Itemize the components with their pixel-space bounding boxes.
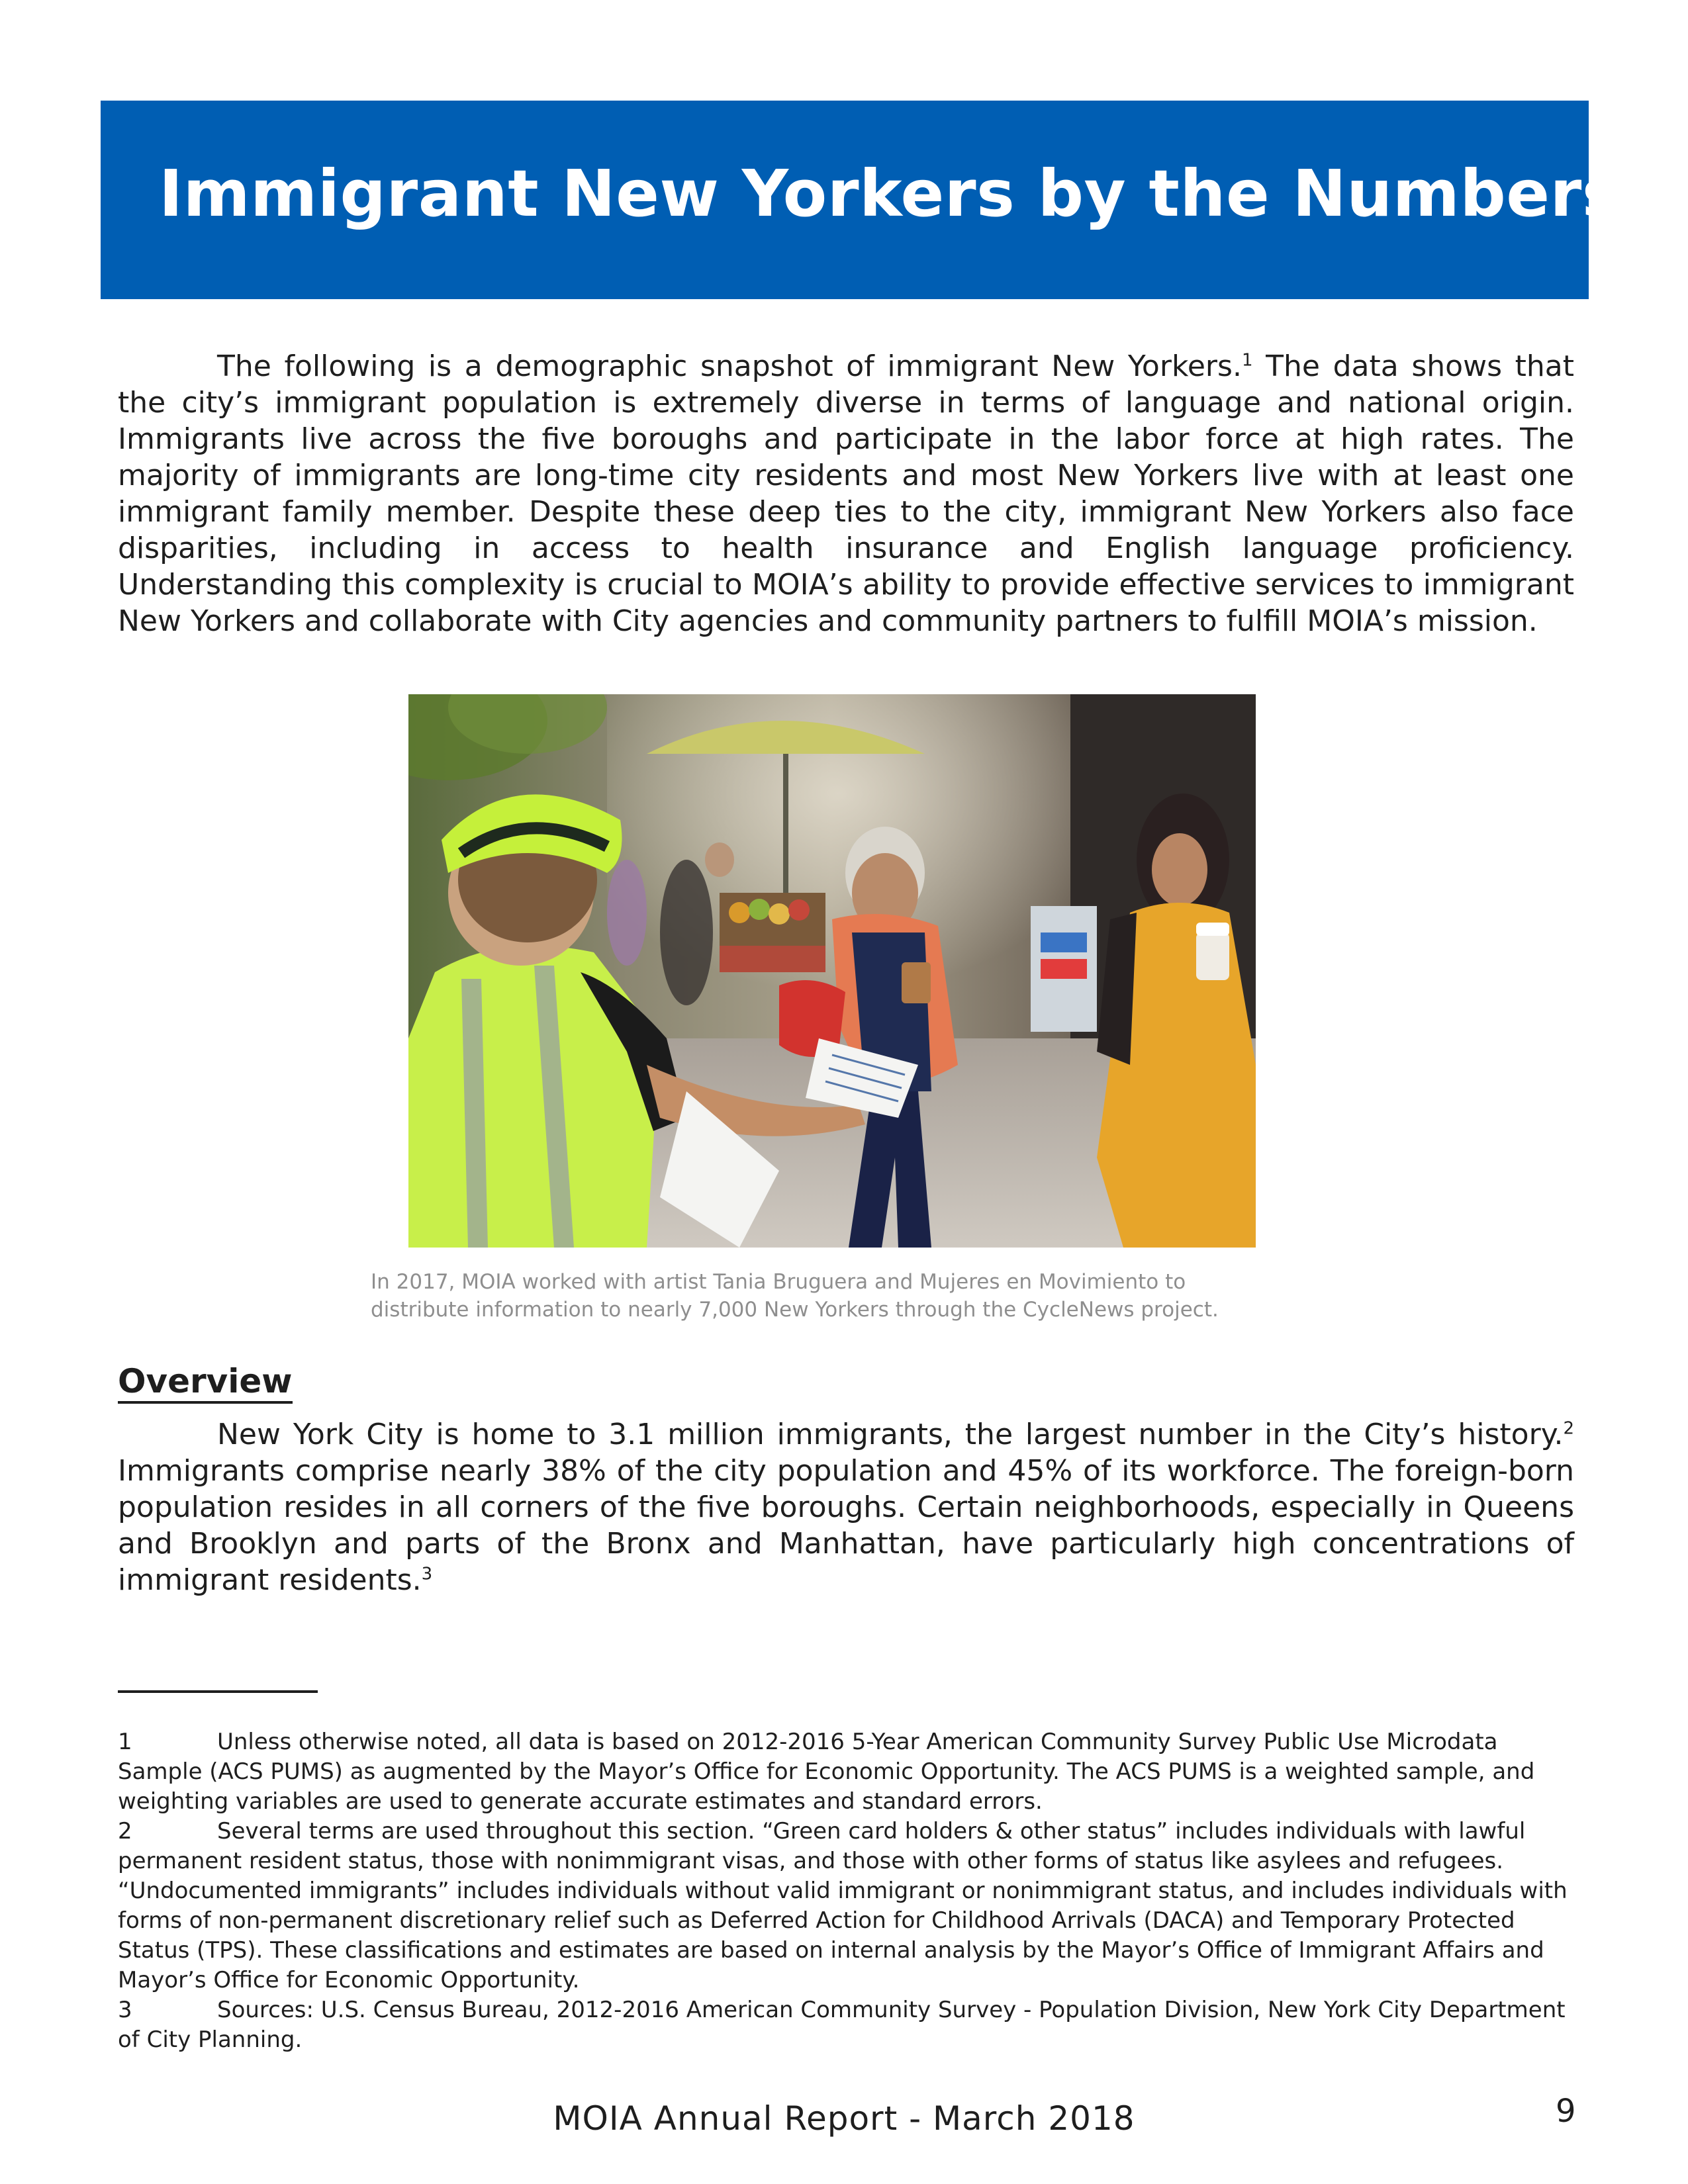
footnote-ref-1[interactable]: 1 — [1241, 350, 1253, 371]
intro-paragraph — [118, 348, 1574, 639]
footnote-text: Several terms are used throughout this section. “Green card holders & other status” includes individuals with lawful permanent resident status, those with nonimmigrant visas, and those with other forms of status like asylees and refugees. “Undocumented immigrants” includes individuals without valid immigrant or nonimmigrant status, and includes individuals with forms of non-permanent discretionary relief such as Deferred Action for Childhood Arrivals (DACA) and Temporary Protected Status (TPS). These classifications and estimates are based on internal analysis by the Mayor’s Office of Immigrant Affairs and Mayor’s Office for Economic Opportunity. — [118, 1818, 1568, 1993]
overview-heading: Overview — [118, 1363, 293, 1404]
header-banner — [101, 101, 1621, 299]
intro-text-start: The following is a demographic snapshot of immigrant New Yorkers. — [217, 349, 1242, 383]
footnote-1 — [118, 1727, 1574, 1817]
footnote-number: 2 — [118, 1818, 132, 1844]
footnote-text: Sources: U.S. Census Bureau, 2012-2016 American Community Survey - Population Division, New York City Department of City Planning. — [118, 1997, 1566, 2053]
photo-caption — [371, 1268, 1364, 1324]
overview-text-start: New York City is home to 3.1 million immigrants, the largest number in the City’s history. — [217, 1418, 1564, 1451]
cyclenews-photo — [408, 694, 1256, 1248]
overview-text-rest: Immigrants comprise nearly 38% of the city population and 45% of its workforce. The foreign-born population resides in all corners of the five boroughs. Certain neighborhoods, especially in Queens and Brooklyn and parts of the Bronx and Manhattan, have particularly high concentrations of immigrant residents. — [118, 1454, 1574, 1597]
footnote-number: 1 — [118, 1729, 132, 1755]
footnote-2 — [118, 1817, 1574, 1995]
footnote-ref-2[interactable]: 2 — [1563, 1418, 1574, 1439]
footnotes — [118, 1727, 1574, 2055]
page-title: Immigrant New Yorkers by the Numbers — [159, 156, 1621, 231]
caption-line-2: distribute information to nearly 7,000 New Yorkers through the CycleNews project. — [371, 1298, 1219, 1322]
footnote-number: 3 — [118, 1997, 132, 2023]
footnote-ref-3[interactable]: 3 — [421, 1564, 433, 1584]
footnote-divider — [118, 1690, 318, 1693]
intro-text-rest: The data shows that the city’s immigrant population is extremely diverse in terms of language and national origin. Immigrants live across the five boroughs and participate in the labor force at high rates. The majority of immigrants are long-time city residents and most New Yorkers live with at least one immigrant family member. Despite these deep ties to the city, immigrant New Yorkers also face disparities, including in access to health insurance and English language proficiency. Understanding this complexity is crucial to MOIA’s ability to provide effective services to immigrant New Yorkers and collaborate with City agencies and community partners to fulfill MOIA’s mission. — [118, 349, 1574, 638]
footnote-3 — [118, 1995, 1574, 2055]
report-footer: MOIA Annual Report - March 2018 — [553, 2099, 1135, 2138]
caption-line-1: In 2017, MOIA worked with artist Tania Bruguera and Mujeres en Movimiento to — [371, 1270, 1186, 1294]
footnote-text: Unless otherwise noted, all data is based on 2012-2016 5-Year American Community Survey Public Use Microdata Sample (ACS PUMS) as augmented by the Mayor’s Office for Economic Opportunity. The ACS PUMS is a weighted sample, and weighting variables are used to generate accurate estimates and standard errors. — [118, 1729, 1535, 1815]
overview-paragraph — [118, 1416, 1574, 1598]
page-number: 9 — [1556, 2093, 1576, 2130]
